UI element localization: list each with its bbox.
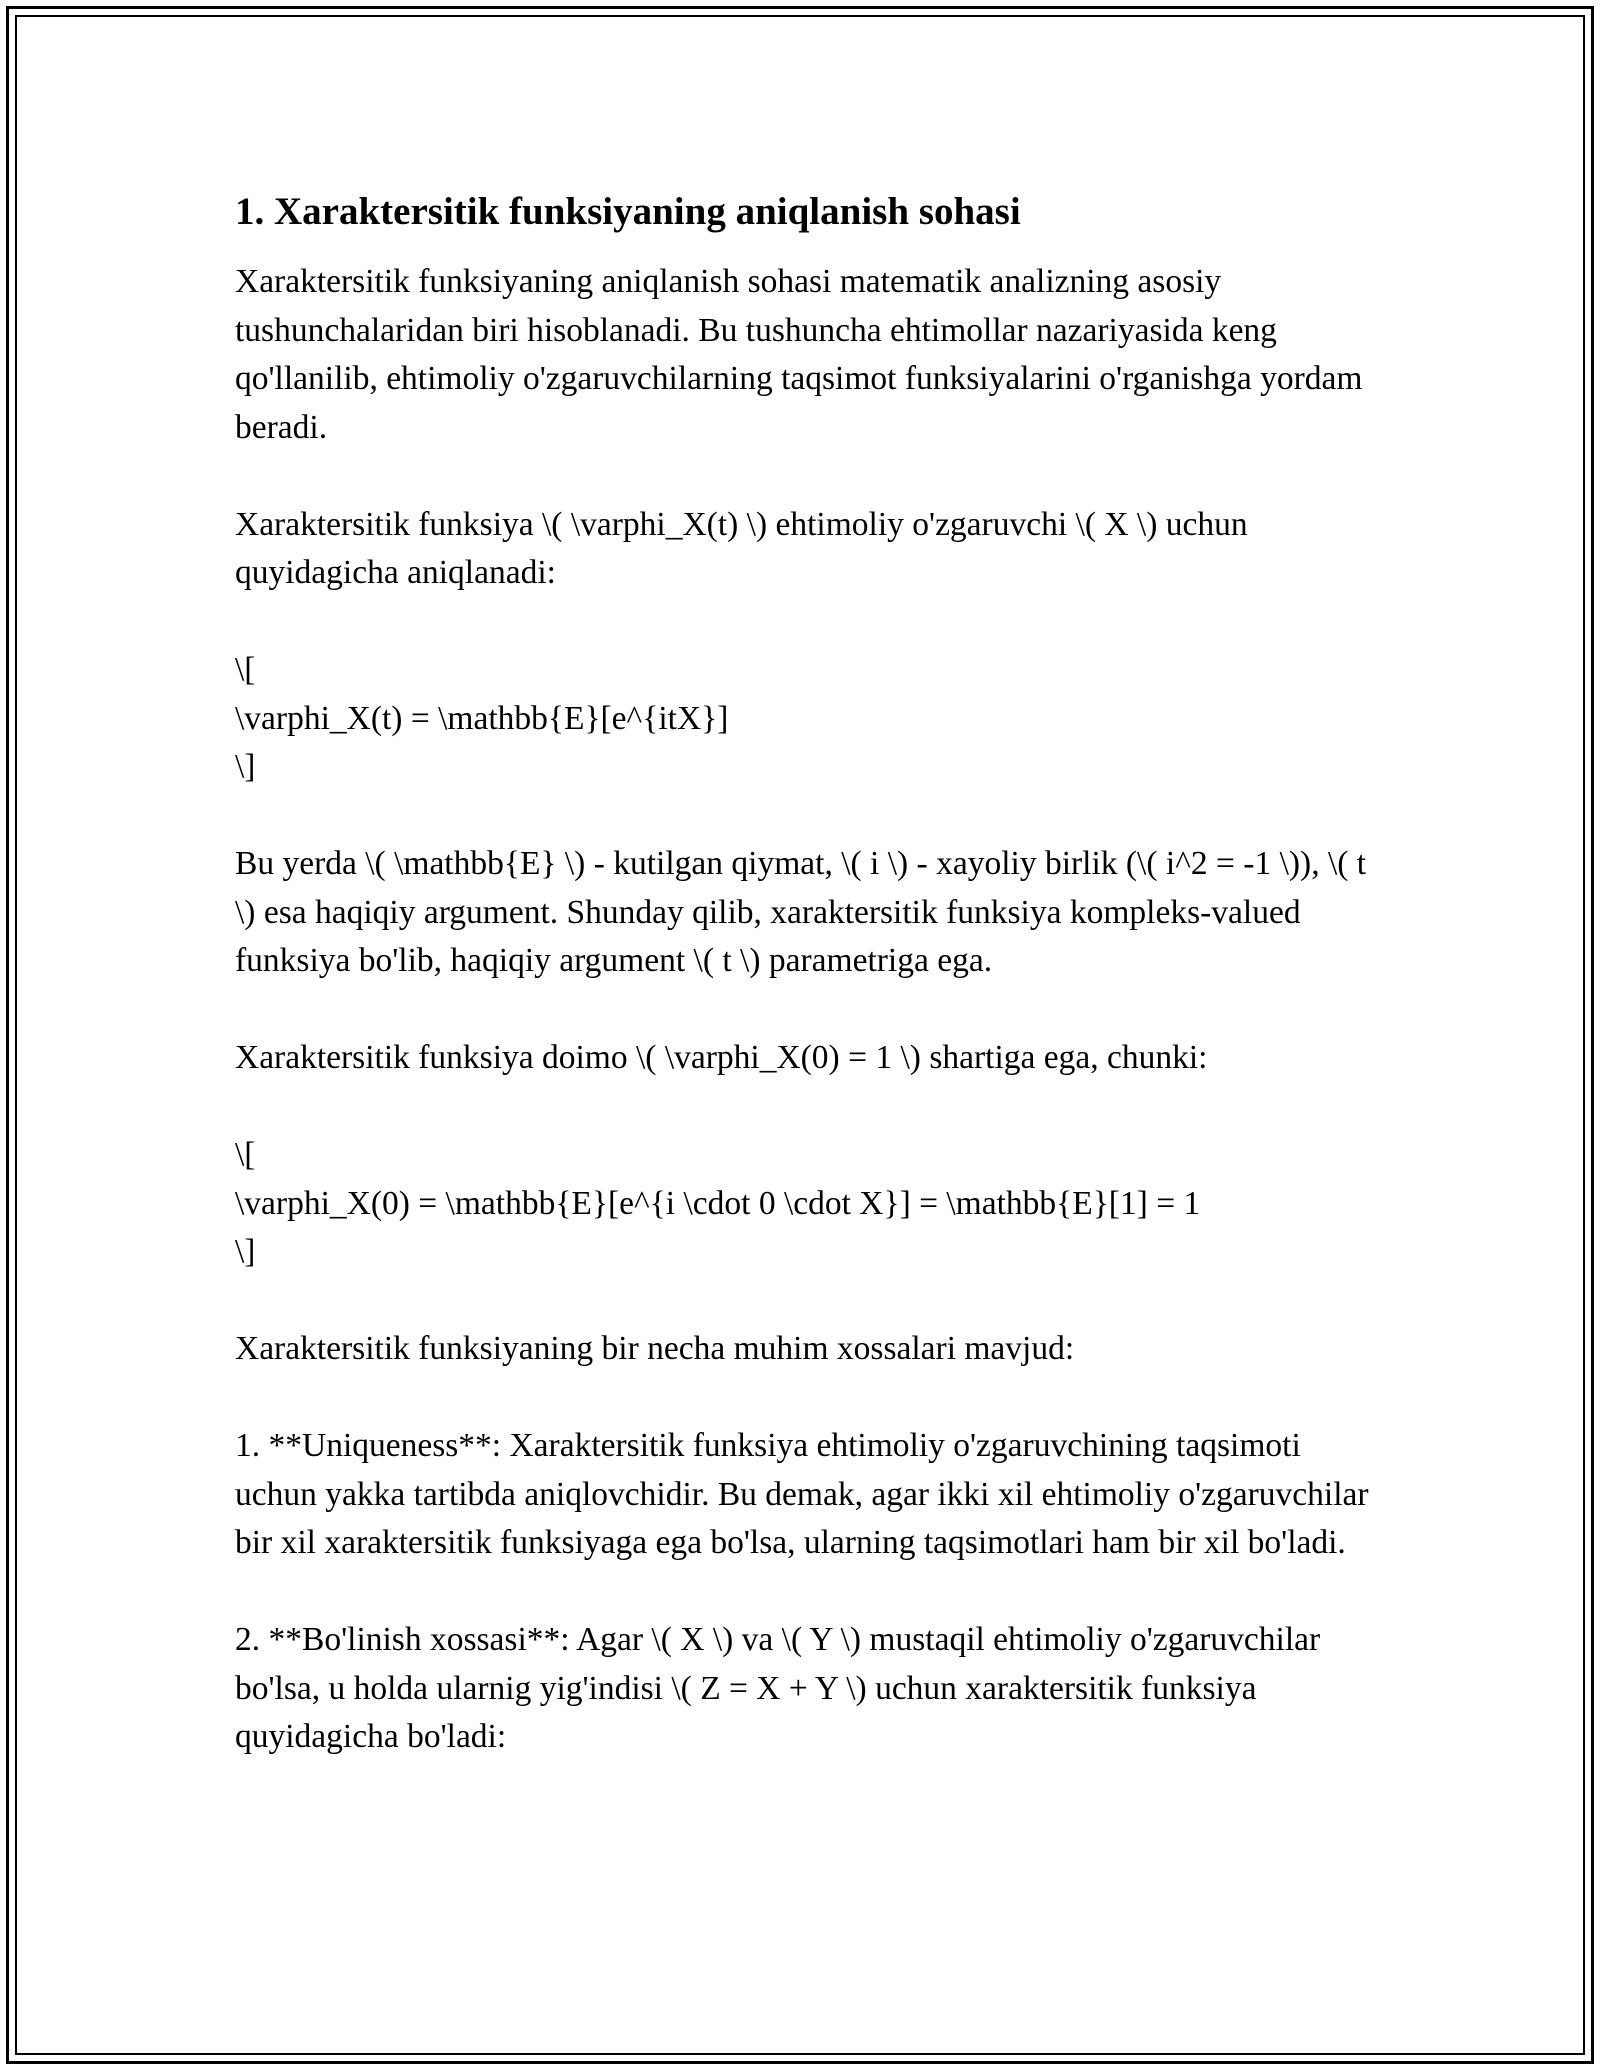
paragraph-properties-intro: Xaraktersitik funksiyaning bir necha muhim xossalari mavjud: — [235, 1330, 1075, 1367]
paragraph-property-zero: Xaraktersitik funksiya doimo \( \varphi_X(0) = 1 \) shartiga ega, chunki: — [235, 1039, 1208, 1076]
document-body — [235, 188, 1370, 1810]
list-item-division: 2. **Bo'linish xossasi**: Agar \( X \) va \( Y \) mustaqil ehtimoliy o'zgaruvchilar bo'lsa, u holda ularnig yig'indisi \( Z = X + Y \) uchun xaraktersitik funksiya quyidagicha bo'ladi: — [235, 1621, 1321, 1755]
paragraph-explanation: Bu yerda \( \mathbb{E} \) - kutilgan qiymat, \( i \) - xayoliy birlik (\( i^2 = -1 \)), \( t \) esa haqiqiy argument. Shunday qilib, xaraktersitik funksiya kompleks-valued funksiya bo'lib, haqiqiy argument \( t \) parametriga ega. — [235, 845, 1367, 979]
section-heading: 1. Xaraktersitik funksiyaning aniqlanish sohasi — [235, 190, 1021, 233]
list-item-uniqueness: 1. **Uniqueness**: Xaraktersitik funksiya ehtimoliy o'zgaruvchining taqsimoti uchun yakka tartibda aniqlovchidir. Bu demak, agar ikki xil ehtimoliy o'zgaruvchilar bir xil xaraktersitik funksiyaga ega bo'lsa, ularning taqsimotlari ham bir xil bo'ladi. — [235, 1427, 1369, 1561]
formula-definition: \[ \varphi_X(t) = \mathbb{E}[e^{itX}] \] — [235, 651, 729, 785]
paragraph-intro: Xaraktersitik funksiyaning aniqlanish sohasi matematik analizning asosiy tushunchalaridan biri hisoblanadi. Bu tushuncha ehtimollar nazariyasida keng qo'llanilib, ehtimoliy o'zgaruvchilarning taqsimot funksiyalarini o'rganishga yordam beradi. — [235, 263, 1363, 446]
formula-zero: \[ \varphi_X(0) = \mathbb{E}[e^{i \cdot 0 \cdot X}] = \mathbb{E}[1] = 1 \] — [235, 1136, 1201, 1270]
paragraph-definition: Xaraktersitik funksiya \( \varphi_X(t) \) ehtimoliy o'zgaruvchi \( X \) uchun quyidagicha aniqlanadi: — [235, 505, 1248, 591]
